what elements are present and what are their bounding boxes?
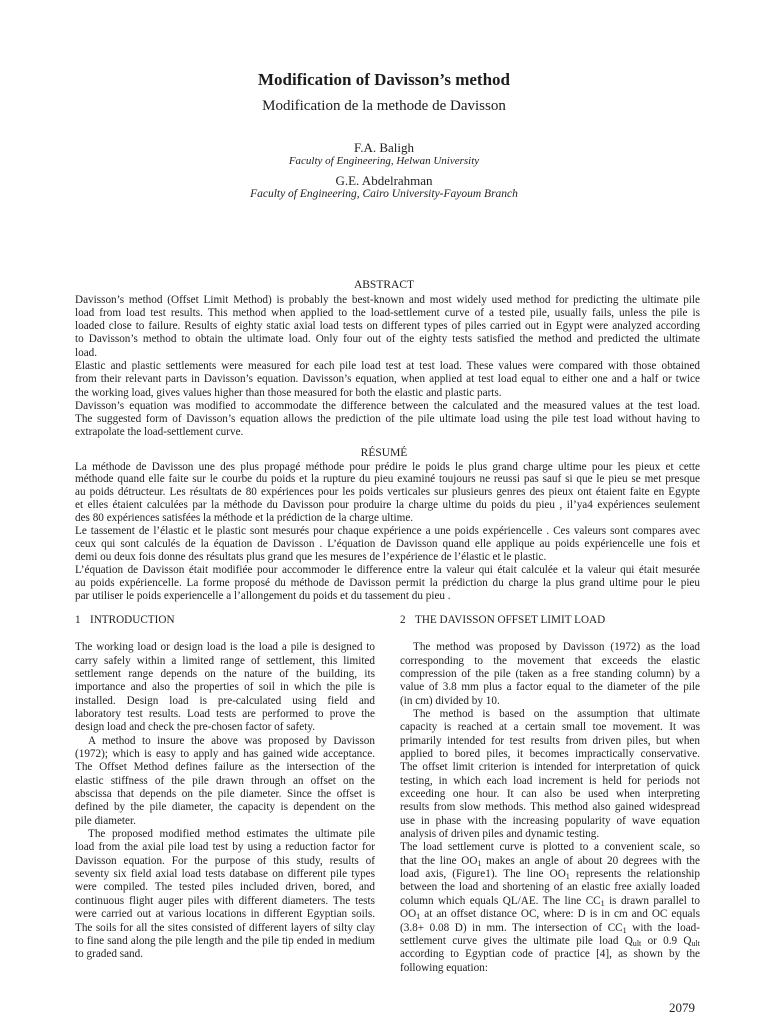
paper-subtitle-french: Modification de la methode de Davisson bbox=[262, 98, 506, 114]
text-segment: settlement curve gives the ultimate pile load Q bbox=[400, 934, 633, 947]
text-line: abscissa that depends on the pile diameter. Since the offset is bbox=[75, 788, 375, 801]
text-line: were carried out at various locations in different Egyptian soils. bbox=[75, 908, 375, 921]
text-line: demi ou deux fois donne des résultats plus grand que les mesures de l’expérience de l’élastic et le plastic. bbox=[75, 551, 547, 564]
abstract-paragraph bbox=[75, 294, 700, 360]
subscript: 1 bbox=[622, 925, 627, 935]
section-paragraph bbox=[75, 641, 375, 734]
paper-title: Modification of Davisson’s method bbox=[257, 70, 510, 89]
subscript: 1 bbox=[600, 898, 605, 908]
subscript: ult bbox=[632, 938, 642, 948]
text-line: testing, in which each load increment is held for periods not bbox=[400, 774, 700, 787]
resume-paragraph bbox=[75, 564, 700, 603]
text-line: seventy six field axial load tests database on different pile types bbox=[75, 868, 375, 881]
text-line: et elles étaient calculées par la méthode du Davisson pour produire la charge ultime du poids du pieu , il’ya4 expériences seulement bbox=[75, 499, 700, 512]
author-affiliation: Faculty of Engineering, Helwan University bbox=[288, 155, 480, 167]
text-line: par utiliser le poids experiencelle a l’allongement du poids et du tassement du pieu . bbox=[75, 590, 451, 603]
text-line bbox=[400, 895, 700, 908]
section-heading bbox=[75, 613, 175, 627]
section-title: INTRODUCTION bbox=[90, 614, 175, 626]
text-line: Le tassement de l’élastic et le plastic sont mesurés pour chaque expérience a une poids expériencelle . Ces valeurs sont compares avec bbox=[75, 525, 700, 538]
text-line: compression of the pile (taken as a free standing column) by a bbox=[400, 667, 700, 680]
author-name: F.A. Baligh bbox=[354, 140, 414, 155]
text-line: were compiled. The tested piles included driven, bored, and bbox=[75, 881, 375, 894]
resume-body bbox=[75, 461, 700, 603]
text-line: between the load and shortening of an elastic free axially loaded bbox=[400, 881, 700, 894]
text-line: Davisson’s method (Offset Limit Method) is probably the best-known and most widely used method for predicting the ultimate pile bbox=[75, 293, 700, 306]
text-line bbox=[400, 908, 700, 921]
abstract-paragraph bbox=[75, 360, 700, 400]
text-line: The suggested form of Davisson’s equation allows the prediction of the pile ultimate load using the pile test load without having to bbox=[75, 413, 700, 426]
text-line: (1972); which is easy to apply and has gained wide acceptance. bbox=[75, 748, 375, 761]
text-line: The proposed modified method estimates the ultimate pile bbox=[88, 828, 375, 841]
text-line: The soils for all the sites consisted of different layers of silty clay bbox=[75, 921, 375, 934]
text-line: installed. Design load is pre-calculated using field and bbox=[75, 694, 375, 707]
text-line: The method was proposed by Davisson (1972) as the load bbox=[413, 641, 700, 654]
text-line: laboratory test results. Load tests are performed to prove the bbox=[75, 708, 375, 721]
text-line: following equation: bbox=[400, 961, 488, 974]
text-line: méthode quand elle faite sur le courbe du poids et la rupture du pieu examiné toujours ne reussi pas sauf si que le pieu se met presque bbox=[75, 473, 700, 486]
text-line: ceux qui sont calculés de la équation de Davisson . L’équation de Davisson quand elle applique au poids expériencelle une fois et bbox=[75, 538, 700, 551]
text-line: pile diameter. bbox=[75, 814, 136, 827]
section-paragraph bbox=[400, 708, 700, 841]
text-segment: load axis, (Figure1). The line OO bbox=[400, 868, 566, 881]
section-davisson-offset-limit-load bbox=[400, 641, 700, 975]
text-line: according to Egyptian code of practice [4], as shown by the bbox=[400, 948, 700, 961]
resume-paragraph bbox=[75, 461, 700, 526]
section-heading bbox=[400, 613, 605, 627]
text-line: applied to bored piles, it becomes impractically conservative. bbox=[400, 748, 700, 761]
text-line: The method is based on the assumption that ultimate bbox=[413, 708, 700, 721]
text-line: design load and check the pre-chosen factor of safety. bbox=[75, 721, 316, 734]
text-line bbox=[400, 855, 700, 868]
abstract-body bbox=[75, 294, 700, 440]
text-segment: at an offset distance OC, where: D is in cm and OC equals bbox=[420, 908, 700, 921]
text-line: A method to insure the above was proposed by Davisson bbox=[88, 734, 375, 747]
text-line: L’équation de Davisson était modifiée pour accommoder le difference entre la valeur qui était calculée et la valeur qui était mesurée bbox=[75, 564, 700, 577]
section-paragraph bbox=[400, 641, 700, 708]
text-line: The offset limit criterion is intended for interpretation of quick bbox=[400, 761, 700, 774]
text-line bbox=[400, 935, 700, 948]
text-line bbox=[400, 868, 700, 881]
text-line: load from load test results. This method when applied to the load-settlement curve of a tested pile, usually fails, unless the pile is bbox=[75, 306, 700, 319]
text-line: au poids détructeur. Les résultats de 80 expériences pour les poids verticales sur plusieurs genres des pieux ont étaient faite en Egypte bbox=[75, 486, 700, 499]
text-line: The load settlement curve is plotted to a convenient scale, so bbox=[400, 841, 700, 854]
text-line: analysis of driven piles and dynamic testing. bbox=[400, 828, 600, 841]
text-segment: with the load- bbox=[626, 921, 700, 934]
text-line: defined by the pile diameter, the capacity is dependent on the bbox=[75, 801, 375, 814]
subscript: 1 bbox=[416, 912, 421, 922]
text-line: loaded close to failure. Results of eighty static axial load tests on different types of piles carried out in Egypt were analyzed according bbox=[75, 320, 700, 333]
text-segment: that the line OO bbox=[400, 854, 478, 867]
text-line: elastic stiffness of the pile drawn through an offset on the bbox=[75, 774, 375, 787]
text-segment: makes an angle of about 20 degrees with the bbox=[481, 854, 700, 867]
text-line: extrapolate the load-settlement curve. bbox=[75, 426, 244, 439]
text-segment: is drawn parallel to bbox=[604, 894, 700, 907]
subscript: 1 bbox=[477, 858, 482, 868]
text-line bbox=[400, 922, 700, 935]
page-number: 2079 bbox=[669, 1000, 695, 1015]
subscript: 1 bbox=[565, 872, 570, 882]
text-line: corresponding to the movement that exceeds the elastic bbox=[400, 654, 700, 667]
subscript: ult bbox=[691, 938, 700, 948]
text-line: to graded sand. bbox=[75, 948, 144, 961]
resume-heading: RÉSUMÉ bbox=[360, 447, 408, 459]
section-number: 1 bbox=[75, 614, 81, 626]
resume-paragraph bbox=[75, 525, 700, 564]
text-line: load from the axial pile load test by using a reduction factor for bbox=[75, 841, 375, 854]
text-line: primarily intended for test results from driven piles, but when bbox=[400, 734, 700, 747]
text-line: au poids expériencelle. La forme proposé du méthode de Davisson permit la prédiction du charge la plus grand ultime pour le pieu bbox=[75, 577, 700, 590]
text-line: capacity is reached at a certain small toe movement. It was bbox=[400, 721, 700, 734]
text-line: to fine sand along the pile length and the pile tip ended in medium bbox=[75, 934, 375, 947]
text-line: from their relevant parts in Davisson’s equation. Davisson’s equation, when applied at test load equal to either one and a half or twice bbox=[75, 373, 700, 386]
text-line: La méthode de Davisson une des plus propagé méthode pour prédire le poids le plus grand charge ultime pour les pieux et cette bbox=[75, 460, 700, 473]
text-line: Davisson’s equation was modified to accommodate the difference between the calculated and the measured values at the test load. bbox=[75, 399, 700, 412]
text-line: value of 3.8 mm plus a factor equal to the diameter of the pile bbox=[400, 681, 700, 694]
text-line: The working load or design load is the load a pile is designed to bbox=[75, 641, 375, 654]
text-line: des 80 expériences satisfées la méthode et la prédiction de la charge ultime. bbox=[75, 512, 414, 525]
text-segment: (3.8+ 0.08 D) in mm. The intersection of CC bbox=[400, 921, 623, 934]
abstract-paragraph bbox=[75, 400, 700, 440]
text-line: Elastic and plastic settlements were measured for each pile load test at test load. These values were compared with those obtained bbox=[75, 359, 700, 372]
text-line: The Offset Method defines failure as the intersection of the bbox=[75, 761, 375, 774]
text-line: importance and also the properties of soil in which the pile is bbox=[75, 681, 375, 694]
text-line: the working load, gives values higher than those measured for both the elastic and plastic parts. bbox=[75, 386, 502, 399]
section-paragraph bbox=[75, 828, 375, 961]
text-segment: or 0.9 Q bbox=[641, 934, 692, 947]
text-segment: column which equals QL/AE. The line CC bbox=[400, 894, 601, 907]
text-line: (in cm) divided by 10. bbox=[400, 694, 500, 707]
text-line: use in phase with the increasing popularity of wave equation bbox=[400, 814, 700, 827]
section-paragraph bbox=[75, 735, 375, 828]
text-line: load. bbox=[75, 346, 98, 359]
section-title: THE DAVISSON OFFSET LIMIT LOAD bbox=[415, 614, 606, 626]
author-affiliation: Faculty of Engineering, Cairo University-Fayoum Branch bbox=[250, 188, 518, 200]
text-line: continuous flight auger piles with different diameters. The tests bbox=[75, 894, 375, 907]
text-segment: OO bbox=[400, 908, 417, 921]
text-line: results from slow methods. This method also gained widespread bbox=[400, 801, 700, 814]
text-line: carry safely within a limited range of settlement, this limited bbox=[75, 654, 375, 667]
abstract-heading: ABSTRACT bbox=[353, 279, 415, 291]
section-number: 2 bbox=[400, 614, 406, 626]
text-line: settlement range depends on the nature of the building, its bbox=[75, 667, 375, 680]
text-line: Davisson equation. For the purpose of this study, results of bbox=[75, 854, 375, 867]
text-line: to Davisson’s method to obtain the ultimate load. Only four out of the eighty tests satisfied the method and predicted the ultimate bbox=[75, 333, 700, 346]
text-line: exceeding one hour. It can also be used when interpreting bbox=[400, 788, 700, 801]
author-name: G.E. Abdelrahman bbox=[335, 172, 433, 188]
section-introduction bbox=[75, 641, 375, 961]
text-segment: represents the relationship bbox=[569, 868, 700, 881]
section-paragraph bbox=[400, 841, 700, 974]
